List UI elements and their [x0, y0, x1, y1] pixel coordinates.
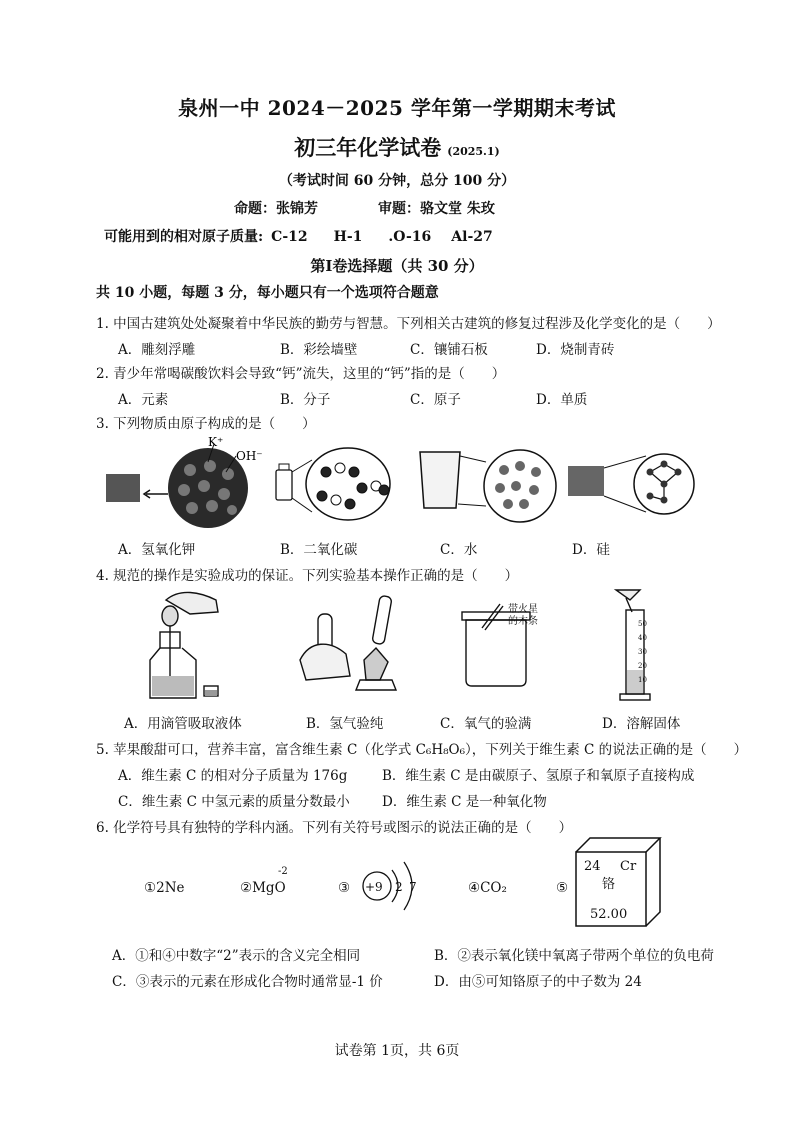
element-cell	[576, 838, 660, 926]
reviewer: 审题：骆文堂 朱玫	[378, 201, 495, 217]
subtitle-text: 初三年化学试卷	[294, 135, 442, 160]
q6-symbol-4: ④CO₂	[468, 880, 507, 896]
q1-option-c: C．镶铺石板	[410, 342, 488, 358]
element-name: 铬	[602, 877, 616, 892]
q4-caption-d: D．溶解固体	[602, 716, 681, 732]
k-ion-label: K⁺	[208, 435, 224, 449]
q2-option-c: C．原子	[410, 392, 461, 408]
author: 命题：张锦芳	[234, 201, 318, 217]
q2-stem: 2. 青少年常喝碳酸饮料会导致“钙”流失，这里的“钙”指的是（ ）	[96, 366, 506, 382]
shell-1-label: 2	[395, 880, 403, 894]
exam-title: 泉州一中 2024－2025 学年第一学期期末考试	[178, 96, 616, 120]
element-symbol: Cr	[620, 859, 637, 874]
q6-option-a: A．①和④中数字“2”表示的含义完全相同	[112, 948, 361, 964]
q2-option-a: A．元素	[118, 392, 169, 408]
atomic-o: .O-16	[388, 229, 432, 245]
exam-note: （考试时间 60 分钟，总分 100 分）	[278, 173, 516, 189]
q6-symbol-5: ⑤	[556, 880, 569, 896]
q3-caption-b: B．二氧化碳	[280, 542, 358, 558]
wood-label-2: 的木条	[508, 616, 538, 627]
atom-structure-diagram	[363, 862, 417, 910]
q5-option-c: C．维生素 C 中氢元素的质量分数最小	[118, 794, 350, 810]
q6-symbol-2: ②MgO	[240, 880, 286, 896]
q6-option-d: D．由⑤可知铬原子的中子数为 24	[434, 974, 642, 990]
atomic-h: H-1	[333, 229, 363, 245]
q5-option-b: B．维生素 C 是由碳原子、氢原子和氧原子直接构成	[382, 768, 695, 784]
q1-stem: 1. 中国古建筑处处凝聚着中华民族的勤劳与智慧。下列相关古建筑的修复过程涉及化学变化的是（ ）	[96, 316, 721, 332]
q6-option-c: C．③表示的元素在形成化合物时通常显-1 价	[112, 974, 383, 990]
nucleus-label: +9	[365, 880, 383, 894]
q4-caption-b: B．氢气验纯	[306, 716, 384, 732]
element-number: 24	[584, 859, 601, 874]
q1-option-a: A．雕刻浮雕	[118, 342, 196, 358]
q4-caption-c: C．氧气的验满	[440, 716, 532, 732]
q3-caption-a: A．氢氧化钾	[118, 542, 196, 558]
tick-50: 50	[638, 620, 647, 628]
q6-stem: 6. 化学符号具有独特的学科内涵。下列有关符号或图示的说法正确的是（ ）	[96, 820, 573, 836]
oh-ion-label: OH⁻	[236, 449, 263, 463]
q4-caption-a: A．用滴管吸取液体	[124, 716, 242, 732]
q6-symbol-1: ①2Ne	[144, 880, 185, 896]
q5-stem: 5. 苹果酸甜可口，营养丰富，富含维生素 C（化学式 C₆H₈O₆），下列关于维生素 C 的说法正确的是（ ）	[96, 742, 748, 758]
q1-option-b: B．彩绘墙壁	[280, 342, 358, 358]
section-instruction: 共 10 小题，每题 3 分，每小题只有一个选项符合题意	[96, 285, 439, 301]
atomic-label: 可能用到的相对原子质量:	[104, 229, 264, 245]
q5-option-a: A．维生素 C 的相对分子质量为 176g	[118, 768, 348, 784]
q3-stem: 3. 下列物质由原子构成的是（ ）	[96, 416, 316, 432]
q3-caption-c: C．水	[440, 542, 478, 558]
q3-caption-d: D．硅	[572, 542, 610, 558]
wood-label-1: 带火星	[508, 604, 538, 615]
q5-option-d: D．维生素 C 是一种氧化物	[382, 794, 547, 810]
element-mass: 52.00	[590, 907, 628, 922]
q6-symbol-3: ③	[338, 880, 351, 896]
q6-symbol-2-charge: -2	[278, 866, 288, 877]
tick-10: 10	[638, 676, 647, 684]
atomic-al: Al-27	[451, 229, 493, 245]
q4-stem: 4. 规范的操作是实验成功的保证。下列实验基本操作正确的是（ ）	[96, 568, 519, 584]
exam-date: (2025.1)	[447, 145, 500, 158]
shell-2-label: 7	[409, 880, 417, 894]
page-footer: 试卷第 1页，共 6页	[334, 1043, 460, 1059]
atomic-c: C-12	[271, 229, 308, 245]
q6-option-b: B．②表示氧化镁中氧离子带两个单位的负电荷	[434, 948, 714, 964]
section-title: 第Ⅰ卷选择题（共 30 分）	[310, 257, 484, 275]
tick-20: 20	[638, 662, 647, 670]
q2-option-d: D．单质	[536, 392, 588, 408]
q1-option-d: D．烧制青砖	[536, 342, 615, 358]
q2-option-b: B．分子	[280, 392, 331, 408]
tick-30: 30	[638, 648, 647, 656]
tick-40: 40	[638, 634, 647, 642]
